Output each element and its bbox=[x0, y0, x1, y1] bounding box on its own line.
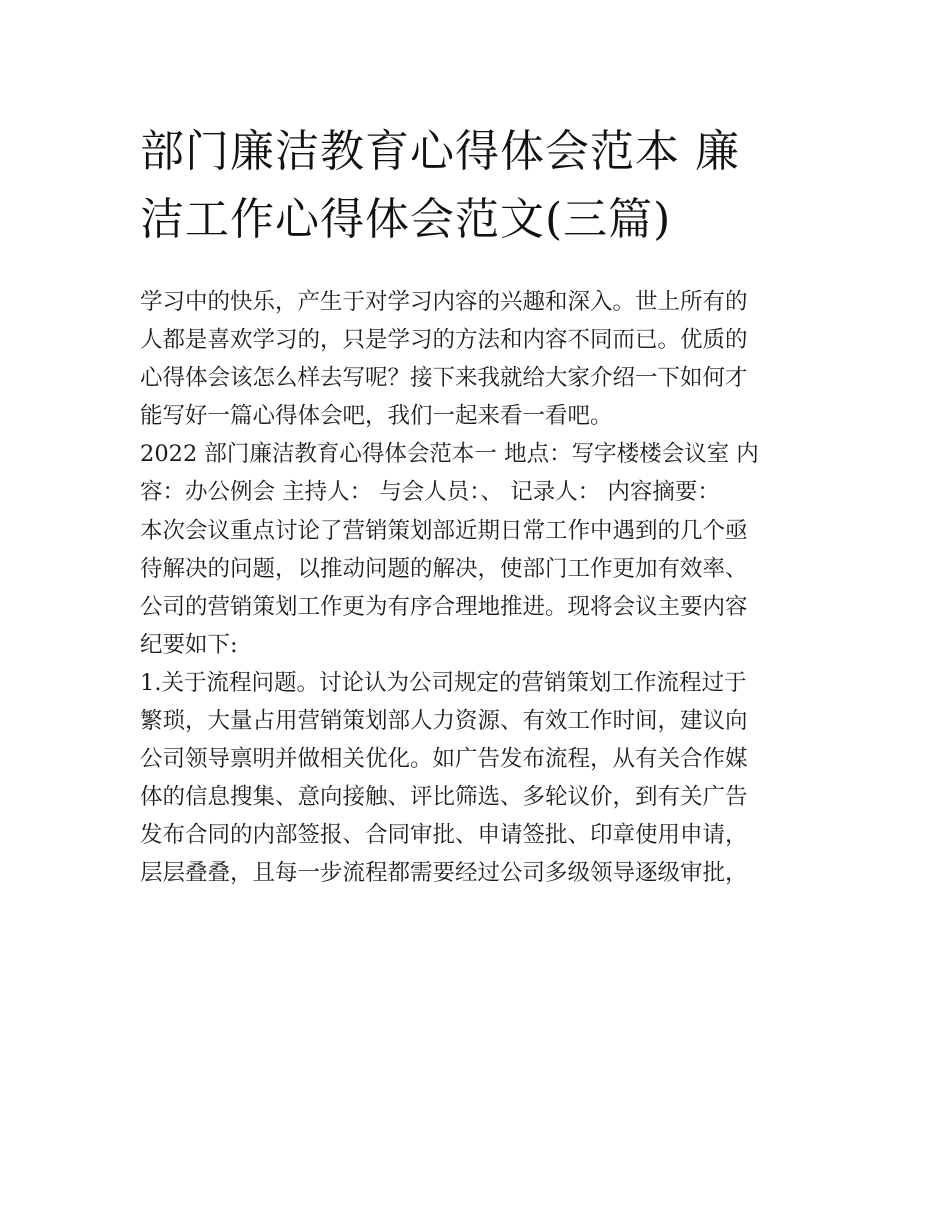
body-line: 人都是喜欢学习的，只是学习的方法和内容不同而已。优质的 bbox=[140, 327, 748, 354]
body-line: 能写好一篇心得体会吧，我们一起来看一看吧。 bbox=[140, 403, 613, 430]
body-line: 层层叠叠，且每一步流程都需要经过公司多级领导逐级审批， bbox=[140, 860, 748, 887]
body-line: 心得体会该怎么样去写呢？接下来我就给大家介绍一下如何才 bbox=[140, 365, 748, 392]
body-line: 2022 部门廉洁教育心得体会范本一 地点：写字楼楼会议室 内 bbox=[140, 441, 759, 468]
title-line: 部门廉洁教育心得体会范本 廉 bbox=[140, 126, 740, 177]
document-title bbox=[140, 118, 820, 254]
body-line: 发布合同的内部签报、合同审批、申请签批、印章使用申请， bbox=[140, 822, 748, 849]
body-line: 纪要如下: bbox=[140, 631, 238, 658]
body-line: 公司的营销策划工作更为有序合理地推进。现将会议主要内容 bbox=[140, 593, 748, 620]
body-line: 体的信息搜集、意向接触、评比筛选、多轮议价，到有关广告 bbox=[140, 784, 748, 811]
body-line: 繁琐，大量占用营销策划部人力资源、有效工作时间，建议向 bbox=[140, 708, 748, 735]
body-line: 1.关于流程问题。讨论认为公司规定的营销策划工作流程过于 bbox=[140, 669, 747, 696]
body-line: 学习中的快乐，产生于对学习内容的兴趣和深入。世上所有的 bbox=[140, 289, 748, 315]
document-body bbox=[140, 283, 820, 893]
body-line: 容：办公例会 主持人： 与会人员：、 记录人： 内容摘要： bbox=[140, 479, 720, 506]
title-line: 洁工作心得体会范文(三篇) bbox=[140, 194, 672, 245]
body-line: 待解决的问题，以推动问题的解决，使部门工作更加有效率、 bbox=[140, 555, 748, 582]
body-line: 本次会议重点讨论了营销策划部近期日常工作中遇到的几个亟 bbox=[140, 517, 748, 544]
body-line: 公司领导禀明并做相关优化。如广告发布流程，从有关合作媒 bbox=[140, 746, 748, 773]
